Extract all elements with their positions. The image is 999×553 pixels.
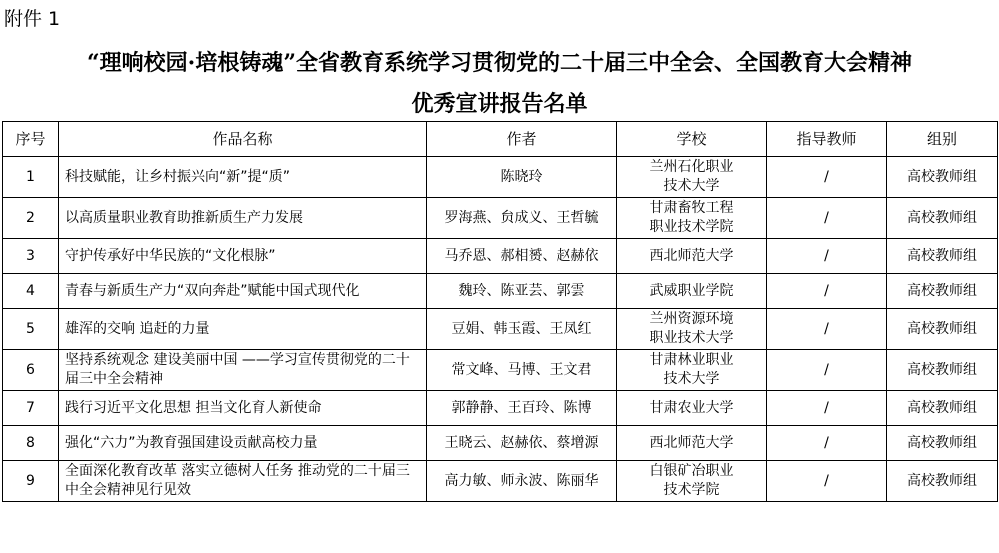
row-work: 践行习近平文化思想 担当文化育人新使命 [59,391,427,426]
row-work: 科技赋能，让乡村振兴向“新”提“质” [59,157,427,198]
table-row [3,157,998,198]
row-school: 兰州资源环境 职业技术大学 [617,309,767,350]
row-school: 西北师范大学 [617,426,767,461]
row-no: 5 [3,309,59,350]
row-group: 高校教师组 [887,309,998,350]
row-school: 白银矿冶职业 技术学院 [617,461,767,502]
row-group: 高校教师组 [887,274,998,309]
table-row [3,461,998,502]
header-no: 序号 [3,122,59,157]
row-group: 高校教师组 [887,426,998,461]
row-advisor: / [767,198,887,239]
row-author: 常文峰、马博、王文君 [427,350,617,391]
row-author: 罗海燕、贠成义、王哲毓 [427,198,617,239]
row-author: 高力敏、师永波、陈丽华 [427,461,617,502]
table-header-row [3,122,998,157]
row-advisor: / [767,426,887,461]
row-advisor: / [767,239,887,274]
row-work: 守护传承好中华民族的“文化根脉” [59,239,427,274]
row-author: 陈晓玲 [427,157,617,198]
header-author: 作者 [427,122,617,157]
row-work: 青春与新质生产力“双向奔赴”赋能中国式现代化 [59,274,427,309]
row-no: 2 [3,198,59,239]
row-group: 高校教师组 [887,157,998,198]
document-subtitle: 优秀宣讲报告名单 [411,91,588,117]
winners-table [2,121,998,502]
row-work: 雄浑的交响 追赶的力量 [59,309,427,350]
row-advisor: / [767,350,887,391]
row-group: 高校教师组 [887,239,998,274]
header-work: 作品名称 [59,122,427,157]
row-school: 武威职业学院 [617,274,767,309]
row-work: 全面深化教育改革 落实立德树人任务 推动党的二十届三中全会精神见行见效 [59,461,427,502]
row-no: 9 [3,461,59,502]
row-no: 6 [3,350,59,391]
table-row [3,426,998,461]
row-school: 甘肃农业大学 [617,391,767,426]
row-school: 甘肃林业职业 技术大学 [617,350,767,391]
table-row [3,391,998,426]
header-school: 学校 [617,122,767,157]
table-row [3,350,998,391]
row-group: 高校教师组 [887,461,998,502]
row-author: 魏玲、陈亚芸、郭雲 [427,274,617,309]
row-work: 坚持系统观念 建设美丽中国 ——学习宣传贯彻党的二十届三中全会精神 [59,350,427,391]
row-group: 高校教师组 [887,198,998,239]
row-author: 豆娟、韩玉霞、王凤红 [427,309,617,350]
row-author: 王晓云、赵赫依、蔡增源 [427,426,617,461]
table-row [3,198,998,239]
row-advisor: / [767,461,887,502]
row-school: 兰州石化职业 技术大学 [617,157,767,198]
row-group: 高校教师组 [887,350,998,391]
row-group: 高校教师组 [887,391,998,426]
header-group: 组别 [887,122,998,157]
annex-label: 附件 1 [4,8,61,30]
table-row [3,274,998,309]
row-school: 甘肃畜牧工程 职业技术学院 [617,198,767,239]
row-advisor: / [767,309,887,350]
table-row [3,239,998,274]
row-no: 7 [3,391,59,426]
header-advisor: 指导教师 [767,122,887,157]
row-advisor: / [767,274,887,309]
row-work: 强化“六力”为教育强国建设贡献高校力量 [59,426,427,461]
row-work: 以高质量职业教育助推新质生产力发展 [59,198,427,239]
row-school: 西北师范大学 [617,239,767,274]
row-no: 1 [3,157,59,198]
row-advisor: / [767,391,887,426]
row-no: 3 [3,239,59,274]
row-advisor: / [767,157,887,198]
row-no: 8 [3,426,59,461]
row-author: 郭静静、王百玲、陈博 [427,391,617,426]
document-title: “理响校园·培根铸魂”全省教育系统学习贯彻党的二十届三中全会、全国教育大会精神 [87,50,912,76]
table-row [3,309,998,350]
row-no: 4 [3,274,59,309]
row-author: 马乔恩、郝相赟、赵赫依 [427,239,617,274]
